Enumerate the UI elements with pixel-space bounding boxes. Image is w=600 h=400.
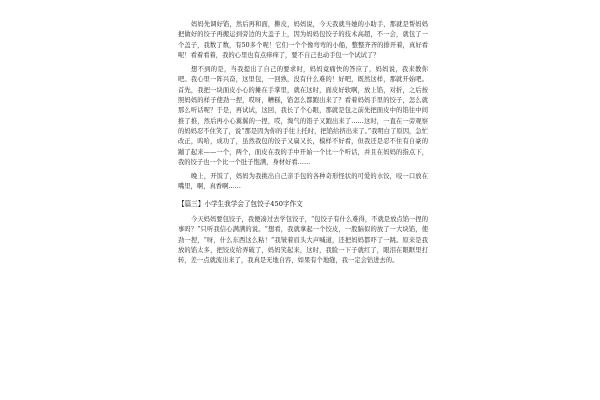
essay-document xyxy=(178,20,428,267)
essay-paragraph-3: 晚上，开饭了，妈妈为我挑出自己亲手包的各种奇形怪状的可爱的水饺，咬一口放在嘴里，啊，真香啊…… xyxy=(178,173,428,191)
essay-paragraph-2: 想不到的是，当我提出了自己的要求时，妈妈竟痛快的答应了，妈妈说，我来教你吧。我心里一阵兴奋，这里包，一回熟，没有什么难的！好吧，既然这样，那就开始吧。首先，我把一块面皮小心的摊在手掌里，就在这时，面皮好软啊，放上馅，对折，之后按照妈妈的样子使劲一捏，哎呀，糟糕，馅怎么都跑出来了？看着妈妈手里的饺子，怎么就那么听话呢？于是，再试试，这回，我长了个心眼，那就是包之前先把面皮中的馅往中间推了推，然后再小心翼翼的一捏，哎，淘气的馅子又跑出来了……这时，一直在一旁观察的妈妈忍不住笑了，说“那是因为你的手往上托时，把馅给挤出来了。”我明白了原因，急忙改正，呜哈，成功了，虽然我包的饺子又扁又长，模样不好看，但我还是忍不住有自豪的蹦了起来——一个，两个，面皮在我的手中开始一个比一个听话，并且在妈妈的指点下，我的饺子也一个比一个肚子饱满，身材好看…… xyxy=(178,66,428,166)
essay-paragraph-4: 今天妈妈要包饺子，我便凑过去学包饺子，“包饺子有什么难得，不就是放点馅一捏的事吗？”只听我信心满满的说。“想看，我就拿起一个饺皮，一股脑似的放了一大块馅，使劲一捏，“呀，什么东西这么粘！”我皱着眉头大声喊道，还把妈妈都吓了一跳。原来是我放的馅太多，把饺皮给弄破了，妈妈笑起来，这时，我脸一下子就红了，眼泪在眼眶里打转，差一点就流出来了，我真是无地自容，如果有个地缝，我一定会钻进去的。 xyxy=(178,216,428,265)
section-heading: 【篇三】小学生我学会了包饺子450字作文 xyxy=(178,199,303,208)
essay-paragraph-1: 妈妈先调好馅，然后再和面，擀皮，妈妈说，今天我就当她的小助手，那就是帮妈妈把做好的饺子再搬运到旁边的大盖子上，因为妈妈包饺子的技术高超，不一会，就包了一个盖子，我数了数，有50多个呢！它们一个个像弯弯的小船，整整齐齐的排开着，真好看呢！看着看着，我的心里也有点痒痒了，要不自己也动手包一个试试了？ xyxy=(178,21,428,59)
